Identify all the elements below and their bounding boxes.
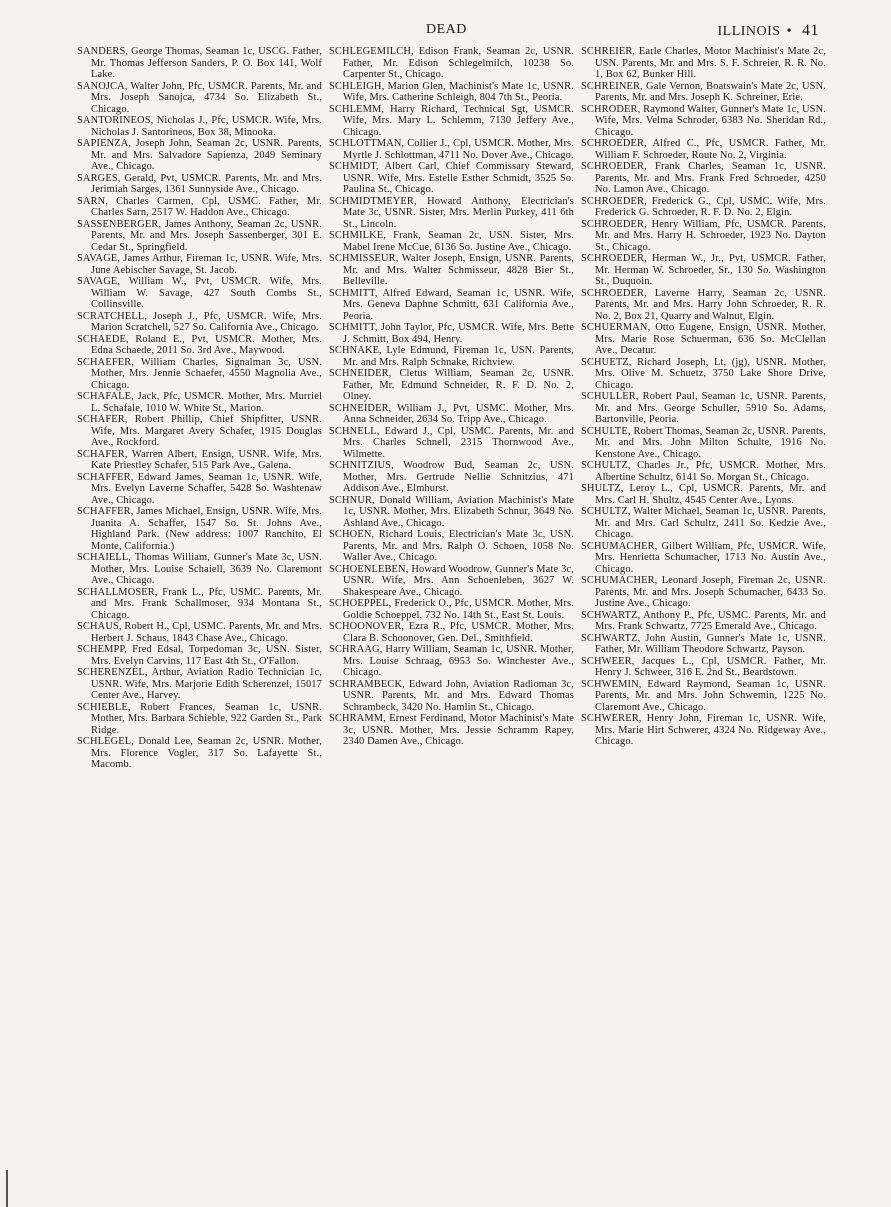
casualty-entry: SCHROEDER, Frank Charles, Seaman 1c, USNR. Parents, Mr. and Mrs. Frank Fred Schroeder, 4250 No. Lamon Ave., Chicago.: [581, 161, 826, 195]
casualty-entry: SARGES, Gerald, Pvt, USMCR. Parents, Mr. and Mrs. Jerimiah Sarges, 1361 Sunnyside Ave., Chicago.: [77, 172, 322, 195]
casualty-entry: SCHMISSEUR, Walter Joseph, Ensign, USNR. Parents, Mr. and Mrs. Walter Schmisseur, 4828 Bier St., Belleville.: [329, 253, 574, 287]
state-name: ILLINOIS: [717, 24, 781, 39]
casualty-entry: SCHAFFER, Edward James, Seaman 1c, USNR. Wife, Mrs. Evelyn Laverne Schaffer, 5428 So. Washtenaw Ave., Chicago.: [77, 471, 322, 506]
header-bullet: •: [786, 24, 792, 39]
casualty-entry: SCHLEIGH, Marion Glen, Machinist's Mate 1c, USNR. Wife, Mrs. Catherine Schleigh, 804 7th St., Peoria.: [329, 80, 574, 103]
header-right: [717, 22, 819, 40]
column-3: [581, 46, 826, 748]
casualty-entry: SCHMITT, Alfred Edward, Seaman 1c, USNR. Wife, Mrs. Geneva Daphne Schmitt, 631 California Ave., Peoria.: [329, 287, 574, 322]
casualty-entry: SCHAFALE, Jack, Pfc, USMCR. Mother, Mrs. Murriel L. Schafale, 1010 W. White St., Marion.: [77, 391, 322, 414]
casualty-entry: SCHLEMM, Harry Richard, Technical Sgt, USMCR. Wife, Mrs. Mary L. Schlemm, 7130 Jeffery Ave., Chicago.: [329, 103, 574, 138]
column-2: [329, 46, 574, 748]
casualty-entry: SCHNEIDER, Cletus William, Seaman 2c, USNR. Father, Mr. Edmund Schneider, R. F. D. No. 2, Olney.: [329, 368, 574, 402]
casualty-entry: SCHAFFER, James Michael, Ensign, USNR. Wife, Mrs. Juanita A. Schaffer, 1547 So. St. Johns Ave., Highland Park. (New address: 1007 Ranchito, El Monte, California.): [77, 506, 322, 552]
casualty-entry: SCHEMPP, Fred Edsal, Torpedoman 3c, USN. Sister, Mrs. Evelyn Carvins, 117 East 4th St., O'Fallon.: [77, 644, 322, 667]
casualty-entry: SCHREIER, Earle Charles, Motor Machinist's Mate 2c, USN. Parents, Mr. and Mrs. S. F. Schreier, R. R. No. 1, Box 62, Bunker Hill.: [581, 46, 826, 80]
casualty-entry: SCHLEGEL, Donald Lee, Seaman 2c, USNR. Mother, Mrs. Florence Vogler, 317 So. Lafayette St., Macomb.: [77, 736, 322, 770]
casualty-entry: SCHNITZIUS, Woodrow Bud, Seaman 2c, USN. Mother, Mrs. Gertrude Nellie Schnitzius, 471 Addison Ave., Elmhurst.: [329, 460, 574, 494]
casualty-entry: SCHMILKE, Frank, Seaman 2c, USN. Sister, Mrs. Mabel Irene McCue, 6136 So. Justine Ave., Chicago.: [329, 230, 574, 253]
casualty-entry: SCHREINER, Gale Vernon, Boatswain's Mate 2c, USN. Parents, Mr. and Mrs. Joseph K. Schreiner, Erie.: [581, 80, 826, 103]
casualty-entry: SCHWEER, Jacques L., Cpl, USMCR. Father, Mr. Henry J. Schweer, 316 E. 2nd St., Beardstown.: [581, 655, 826, 678]
casualty-entry: SAVAGE, William W., Pvt, USMCR. Wife, Mrs. William W. Savage, 427 South Combs St., Collinsville.: [77, 276, 322, 310]
column-1: [77, 46, 322, 771]
casualty-entry: SCHNEIDER, William J., Pvt, USMC. Mother, Mrs. Anna Schneider, 2634 So. Tripp Ave., Chicago.: [329, 402, 574, 425]
casualty-entry: SCHUERMAN, Otto Eugene, Ensign, USNR. Mother, Mrs. Marie Rose Schuerman, 636 So. McClellan Ave., Decatur.: [581, 322, 826, 356]
casualty-entry: SCHRAAG, Harry William, Seaman 1c, USNR. Mother, Mrs. Louise Schraag, 6953 So. Winchester Ave., Chicago.: [329, 644, 574, 678]
casualty-entry: SCHAEFER, William Charles, Signalman 3c, USN. Mother, Mrs. Jennie Schaefer, 4550 Magnolia Ave., Chicago.: [77, 356, 322, 391]
casualty-entry: SCHNAKE, Lyle Edmund, Fireman 1c, USN. Parents, Mr. and Mrs. Ralph Schnake, Richview.: [329, 345, 574, 368]
casualty-entry: SCHULTZ, Charles Jr., Pfc, USMCR. Mother, Mrs. Albertine Schultz, 6141 So. Morgan St., Chicago.: [581, 460, 826, 483]
casualty-entry: SCHALLMOSER, Frank L., Pfc, USMC. Parents, Mr. and Mrs. Frank Schallmoser, 934 Montana St., Chicago.: [77, 586, 322, 621]
casualty-entry: SCHLOTTMAN, Collier J., Cpl, USMCR. Mother, Mrs. Myrtle J. Schlottman, 4711 No. Dover Ave., Chicago.: [329, 138, 574, 161]
casualty-entry: SCHNUR, Donald William, Aviation Machinist's Mate 1c, USNR. Mother, Mrs. Elizabeth Schnur, 3649 No. Ashland Ave., Chicago.: [329, 494, 574, 529]
casualty-entry: SCHOONOVER, Ezra R., Pfc, USMCR. Mother, Mrs. Clara B. Schoonover, Gen. Del., Smithfield.: [329, 621, 574, 644]
casualty-entry: SCHRODER, Raymond Walter, Gunner's Mate 1c, USN. Wife, Mrs. Velma Schroder, 6383 No. Sheridan Rd., Chicago.: [581, 103, 826, 138]
casualty-entry: SCHULTZ, Walter Michael, Seaman 1c, USNR. Parents, Mr. and Mrs. Carl Schultz, 2411 So. Kedzie Ave., Chicago.: [581, 506, 826, 540]
casualty-entry: SCHWARTZ, John Austin, Gunner's Mate 1c, USNR. Father, Mr. William Theodore Schwartz, Payson.: [581, 632, 826, 655]
casualty-entry: SANOJCA, Walter John, Pfc, USMCR. Parents, Mr. and Mrs. Joseph Sanojca, 4734 So. Elizabeth St., Chicago.: [77, 80, 322, 115]
casualty-entry: SCHAEDE, Roland E., Pvt, USMCR. Mother, Mrs. Edna Schaede, 2011 So. 3rd Ave., Maywood.: [77, 333, 322, 356]
casualty-entry: SCHOEN, Richard Louis, Electrician's Mate 3c, USN. Parents, Mr. and Mrs. Ralph O. Schoen, 1058 No. Waller Ave., Chicago.: [329, 529, 574, 563]
casualty-entry: SCHMITT, John Taylor, Pfc, USMCR. Wife, Mrs. Bette J. Schmitt, Box 494, Henry.: [329, 322, 574, 345]
casualty-entry: SARN, Charles Carmen, Cpl, USMC. Father, Mr. Charles Sarn, 2517 W. Haddon Ave., Chicago.: [77, 195, 322, 218]
casualty-entry: SCHUETZ, Richard Joseph, Lt, (jg), USNR. Mother, Mrs. Olive M. Schuetz, 3750 Lake Shore Drive, Chicago.: [581, 356, 826, 391]
casualty-entry: SCHULLER, Robert Paul, Seaman 1c, USNR. Parents, Mr. and Mrs. George Schuller, 5910 So. Adams, Bartonville, Peoria.: [581, 391, 826, 425]
casualty-entry: SAVAGE, James Arthur, Fireman 1c, USNR. Wife, Mrs. June Aebischer Savage, St. Jacob.: [77, 253, 322, 276]
page-edge-mark: [6, 1170, 8, 1207]
casualty-entry: SCRATCHELL, Joseph J., Pfc, USMCR. Wife, Mrs. Marion Scratchell, 527 So. California Ave., Chicago.: [77, 310, 322, 333]
casualty-entry: SCHRAMM, Ernest Ferdinand, Motor Machinist's Mate 3c, USNR. Mother, Mrs. Jessie Schramm Rapey, 2340 Damen Ave., Chicago.: [329, 713, 574, 747]
section-title: DEAD: [426, 22, 467, 37]
casualty-entry: SCHNELL, Edward J., Cpl, USMC. Parents, Mr. and Mrs. Charles Schnell, 2315 Thornwood Ave., Wilmette.: [329, 425, 574, 460]
casualty-entry: SCHERENZEL, Arthur, Aviation Radio Technician 1c, USNR. Wife, Mrs. Marjorie Edith Scherenzel, 15017 Center Ave., Harvey.: [77, 667, 322, 701]
casualty-entry: SCHUMACHER, Leonard Joseph, Fireman 2c, USNR. Parents, Mr. and Mrs. Joseph Schumacher, 6433 So. Justine Ave., Chicago.: [581, 575, 826, 609]
casualty-entry: SAPIENZA, Joseph John, Seaman 2c, USNR. Parents, Mr. and Mrs. Salvadore Sapienza, 2049 Seminary Ave., Chicago.: [77, 138, 322, 172]
page-header: [0, 20, 891, 44]
casualty-entry: SCHROEDER, Alfred C., Pfc, USMCR. Father, Mr. William F. Schroeder, Route No. 2, Virginia.: [581, 138, 826, 161]
casualty-entry: SCHROEDER, Herman W., Jr., Pvt, USMCR. Father, Mr. Herman W. Schroeder, Sr., 130 So. Washington St., Duquoin.: [581, 253, 826, 287]
entry-columns: [77, 46, 825, 1166]
casualty-entry: SCHULTE, Robert Thomas, Seaman 2c, USNR. Parents, Mr. and Mrs. John Milton Schulte, 1916 No. Kenstone Ave., Chicago.: [581, 425, 826, 460]
casualty-entry: SASSENBERGER, James Anthony, Seaman 2c, USNR. Parents, Mr. and Mrs. Joseph Sassenberger, 301 E. Cedar St., Springfield.: [77, 218, 322, 253]
casualty-entry: SCHOEPPEL, Frederick O., Pfc, USMCR. Mother, Mrs. Goldie Schoeppel, 732 No. 14th St., East St. Louis.: [329, 598, 574, 621]
casualty-entry: SHULTZ, Leroy L., Cpl, USMCR. Parents, Mr. and Mrs. Carl H. Shultz, 4545 Center Ave., Lyons.: [581, 483, 826, 506]
page-number: 41: [802, 22, 819, 39]
casualty-entry: SCHWEMIN, Edward Raymond, Seaman 1c, USNR. Parents, Mr. and Mrs. John Schwemin, 1225 No. Claremont Ave., Chicago.: [581, 678, 826, 713]
casualty-entry: SCHIEBLE, Robert Frances, Seaman 1c, USNR. Mother, Mrs. Barbara Schieble, 922 Garden St., Park Ridge.: [77, 701, 322, 736]
casualty-entry: SCHAFER, Robert Phillip, Chief Shipfitter, USNR. Wife, Mrs. Margaret Avery Schafer, 1915 Douglas Ave., Rockford.: [77, 414, 322, 448]
casualty-entry: SCHMIDTMEYER, Howard Anthony, Electrician's Mate 3c, USNR. Sister, Mrs. Merlin Purkey, 411 6th St., Lincoln.: [329, 195, 574, 230]
casualty-entry: SANDERS, George Thomas, Seaman 1c, USCG. Father, Mr. Thomas Jefferson Sanders, P. O. Box 141, Wolf Lake.: [77, 46, 322, 80]
casualty-entry: SCHMIDT, Albert Carl, Chief Commissary Steward, USNR. Wife, Mrs. Estelle Esther Schmidt, 3525 So. Paulina St., Chicago.: [329, 161, 574, 195]
casualty-entry: SCHAFER, Warren Albert, Ensign, USNR. Wife, Mrs. Kate Priestley Schafer, 515 Park Ave., Galena.: [77, 448, 322, 471]
casualty-entry: SCHOENLEBEN, Howard Woodrow, Gunner's Mate 3c, USNR. Wife, Mrs. Ann Schoenleben, 3627 W. Shakespeare Ave., Chicago.: [329, 563, 574, 598]
casualty-entry: SCHWARTZ, Anthony P., Pfc, USMC. Parents, Mr. and Mrs. Frank Schwartz, 7725 Emerald Ave., Chicago.: [581, 609, 826, 632]
casualty-entry: SCHROEDER, Laverne Harry, Seaman 2c, USNR. Parents, Mr. and Mrs. Harry John Schroeder, R. R. No. 2, Box 21, Quarry and Walnut, Elgin.: [581, 287, 826, 322]
casualty-entry: SCHUMACHER, Gilbert William, Pfc, USMCR. Wife, Mrs. Henrietta Schumacher, 1713 No. Austin Ave., Chicago.: [581, 540, 826, 575]
casualty-entry: SCHAIELL, Thomas William, Gunner's Mate 3c, USN. Mother, Mrs. Louise Schaiell, 3639 No. Claremont Ave., Chicago.: [77, 552, 322, 586]
casualty-entry: SCHWERER, Henry John, Fireman 1c, USNR. Wife, Mrs. Marie Hirt Schwerer, 4324 No. Ridgeway Ave., Chicago.: [581, 713, 826, 747]
casualty-entry: SANTORINEOS, Nicholas J., Pfc, USMCR. Wife, Mrs. Nicholas J. Santorineos, Box 38, Minooka.: [77, 115, 322, 138]
casualty-entry: SCHRAMBECK, Edward John, Aviation Radioman 3c, USNR. Parents, Mr. and Mrs. Edward Thomas Schrambeck, 3420 No. Hamlin St., Chicago.: [329, 678, 574, 713]
casualty-entry: SCHAUS, Robert H., Cpl, USMC. Parents, Mr. and Mrs. Herbert J. Schaus, 1843 Chase Ave., Chicago.: [77, 621, 322, 644]
casualty-entry: SCHROEDER, Frederick G., Cpl, USMC. Wife, Mrs. Frederick G. Schroeder, R. F. D. No. 2, Elgin.: [581, 195, 826, 218]
casualty-entry: SCHLEGEMILCH, Edison Frank, Seaman 2c, USNR. Father, Mr. Edison Schlegelmilch, 10238 So. Carpenter St., Chicago.: [329, 46, 574, 80]
casualty-entry: SCHROEDER, Henry William, Pfc, USMCR. Parents, Mr. and Mrs. Harry H. Schroeder, 1923 No. Dayton St., Chicago.: [581, 218, 826, 253]
